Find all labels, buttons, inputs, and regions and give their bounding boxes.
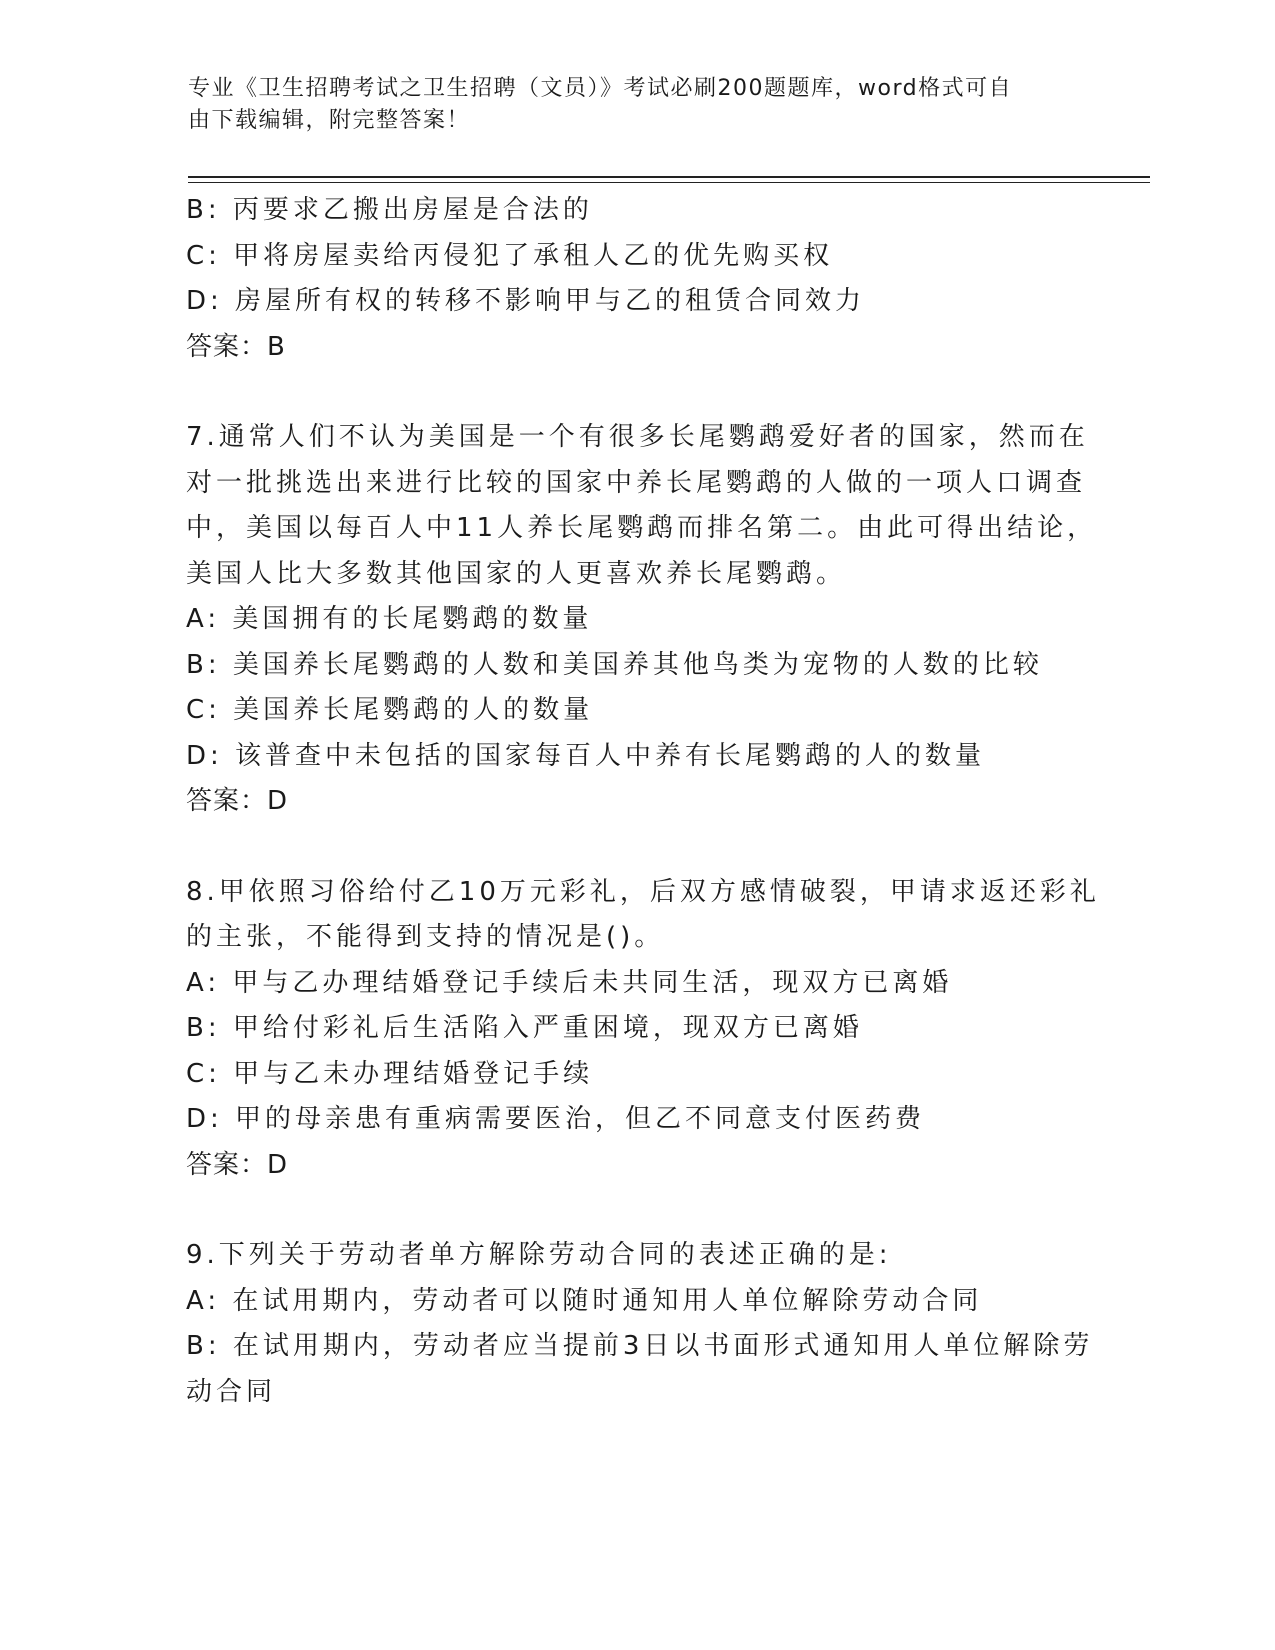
q6-answer: 答案：B (186, 331, 286, 362)
q7-option-b: B: 美国养长尾鹦鹉的人数和美国养其他鸟类为宠物的人数的比较 (186, 649, 1043, 680)
q7-option-c: C: 美国养长尾鹦鹉的人的数量 (186, 695, 594, 725)
q6-option-d: D: 房屋所有权的转移不影响甲与乙的租赁合同效力 (186, 286, 866, 316)
question-content (186, 188, 1100, 1415)
q8-stem-line: 的主张，不能得到支持的情况是()。 (186, 922, 665, 952)
q7-option-d: D: 该普查中未包括的国家每百人中养有长尾鹦鹉的人的数量 (186, 740, 986, 771)
question-6-tail (186, 188, 1086, 370)
spacer (186, 1188, 1086, 1233)
q8-option-c: C: 甲与乙未办理结婚登记手续 (186, 1058, 594, 1089)
document-header (188, 73, 1068, 137)
q6-option-c: C: 甲将房屋卖给丙侵犯了承租人乙的优先购买权 (186, 240, 834, 271)
q6-option-b: B: 丙要求乙搬出房屋是合法的 (186, 195, 593, 225)
header-line-2: 由下载编辑，附完整答案！ (188, 108, 471, 133)
q7-stem-line: 7.通常人们不认为美国是一个有很多长尾鹦鹉爱好者的国家，然而在 (186, 422, 1089, 452)
header-rule-thin (188, 182, 1150, 183)
q9-stem-line: 9.下列关于劳动者单方解除劳动合同的表述正确的是: (186, 1240, 892, 1270)
q7-stem-line: 中，美国以每百人中11人养长尾鹦鹉而排名第二。由此可得出结论， (186, 513, 1098, 543)
q9-option-a: A: 在试用期内，劳动者可以随时通知用人单位解除劳动合同 (186, 1285, 983, 1316)
question-7 (186, 415, 1098, 825)
spacer (186, 370, 1086, 415)
q7-option-a: A: 美国拥有的长尾鹦鹉的数量 (186, 604, 593, 634)
header-line-1: 专业《卫生招聘考试之卫生招聘（文员）》考试必刷200题题库，word格式可自 (188, 76, 1013, 101)
header-rule-thick (188, 176, 1150, 178)
q8-option-b: B: 甲给付彩礼后生活陷入严重困境，现双方已离婚 (186, 1013, 863, 1043)
q7-stem-line: 对一批挑选出来进行比较的国家中养长尾鹦鹉的人做的一项人口调查 (186, 467, 1087, 498)
q9-option-b: B: 在试用期内，劳动者应当提前3日以书面形式通知用人单位解除劳 (186, 1331, 1094, 1361)
spacer (186, 825, 1086, 870)
q7-stem-line: 美国人比大多数其他国家的人更喜欢养长尾鹦鹉。 (186, 558, 847, 589)
q7-answer: 答案：D (186, 786, 289, 816)
q8-option-d: D: 甲的母亲患有重病需要医治，但乙不同意支付医药费 (186, 1104, 926, 1134)
q9-option-b-continued: 动合同 (186, 1376, 277, 1407)
question-9 (186, 1233, 1094, 1415)
q8-option-a: A: 甲与乙办理结婚登记手续后未共同生活，现双方已离婚 (186, 967, 953, 998)
q8-stem-line: 8.甲依照习俗给付乙10万元彩礼，后双方感情破裂，甲请求返还彩礼 (186, 876, 1100, 907)
q8-answer: 答案：D (186, 1149, 289, 1180)
question-8 (186, 870, 1100, 1189)
